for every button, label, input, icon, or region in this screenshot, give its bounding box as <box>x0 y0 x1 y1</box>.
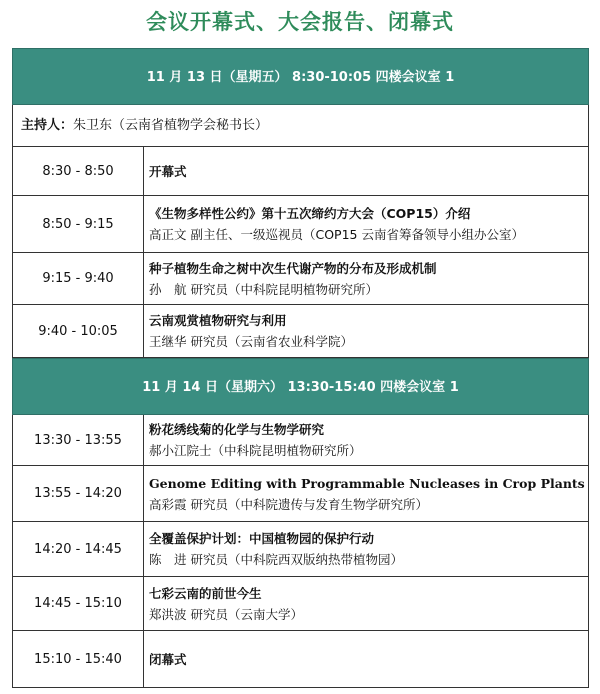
row-time: 15:10 - 15:40 <box>13 631 144 687</box>
table-row <box>12 305 589 358</box>
talk-title: 七彩云南的前世今生 <box>149 585 262 601</box>
page-title: 会议开幕式、大会报告、闭幕式 <box>146 10 454 34</box>
row-time: 13:30 - 13:55 <box>13 415 144 465</box>
row-time: 9:15 - 9:40 <box>13 253 144 304</box>
table-row <box>12 466 589 522</box>
table-row <box>12 415 589 466</box>
day2-header: 11 月 14 日（星期六） 13:30-15:40 四楼会议室 1 <box>12 358 589 415</box>
talk-title: 《生物多样性公约》第十五次缔约方大会（COP15）介绍 <box>149 206 471 221</box>
speaker: 陈 进 研究员（中科院西双版纳热带植物园） <box>149 552 403 567</box>
speaker: 孙 航 研究员（中科院昆明植物研究所） <box>149 281 378 297</box>
speaker: 郑洪波 研究员（云南大学） <box>149 606 303 622</box>
host-label: 主持人： <box>21 118 74 133</box>
speaker: 王继华 研究员（云南省农业科学院） <box>149 334 353 349</box>
speaker: 高正文 副主任、一级巡视员（COP15 云南省筹备领导小组办公室） <box>149 227 524 242</box>
talk-title: Genome Editing with Programmable Nucleases in Crop Plants <box>149 475 585 491</box>
talk-title: 粉花绣线菊的化学与生物学研究 <box>149 422 325 437</box>
table-row <box>12 196 589 253</box>
talk-title: 开幕式 <box>149 163 187 179</box>
table-row <box>12 253 589 305</box>
day1-header: 11 月 13 日（星期五） 8:30-10:05 四楼会议室 1 <box>12 48 589 105</box>
speaker: 高彩霞 研究员（中科院遗传与发育生物学研究所） <box>149 496 428 512</box>
speaker: 郝小江院士（中科院昆明植物研究所） <box>149 443 362 458</box>
talk-title: 全覆盖保护计划：中国植物园的保护行动 <box>149 531 375 546</box>
talk-title: 闭幕式 <box>149 651 187 667</box>
row-time: 9:40 - 10:05 <box>13 305 144 357</box>
row-time: 8:30 - 8:50 <box>13 147 144 195</box>
table-row <box>12 147 589 196</box>
schedule-table <box>12 48 589 689</box>
row-time: 14:45 - 15:10 <box>13 577 144 630</box>
talk-title: 云南观赏植物研究与利用 <box>149 313 287 328</box>
table-row <box>12 631 589 688</box>
table-row <box>12 522 589 577</box>
talk-title: 种子植物生命之树中次生代谢产物的分布及形成机制 <box>149 260 437 276</box>
host-row <box>12 105 589 147</box>
row-time: 8:50 - 9:15 <box>13 196 144 252</box>
host-name: 朱卫东（云南省植物学会秘书长） <box>73 118 269 133</box>
table-row <box>12 577 589 631</box>
row-time: 14:20 - 14:45 <box>13 522 144 576</box>
row-time: 13:55 - 14:20 <box>13 466 144 521</box>
